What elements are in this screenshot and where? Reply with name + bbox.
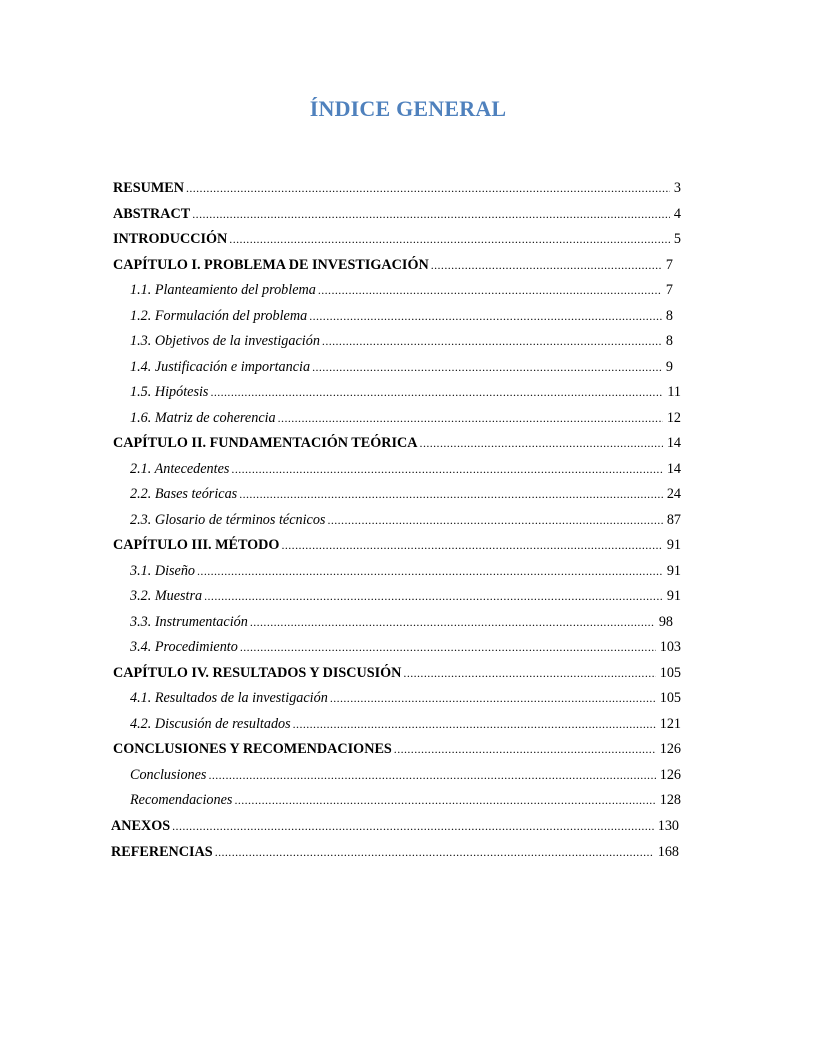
- dot-leader: [403, 661, 655, 685]
- dot-leader: [172, 814, 654, 838]
- toc-entry-capitulo-3[interactable]: [113, 533, 681, 557]
- toc-entry-page: 105: [659, 664, 681, 681]
- toc-entry-label: INTRODUCCIÓN: [113, 231, 228, 247]
- toc-entry-page: 87: [666, 511, 681, 528]
- toc-entry-label: Recomendaciones: [130, 792, 233, 808]
- toc-entry-label: CAPÍTULO I. PROBLEMA DE INVESTIGACIÓN: [113, 256, 429, 273]
- toc-entry-abstract[interactable]: [113, 202, 681, 226]
- toc-entry-label: 2.3. Glosario de términos técnicos: [130, 511, 326, 528]
- dot-leader: [431, 253, 662, 277]
- toc-entry-page: 9: [665, 358, 673, 375]
- toc-entry-page: 126: [659, 766, 681, 783]
- toc-entry-label: 3.1. Diseño: [130, 562, 196, 579]
- toc-entry-label: CAPÍTULO II. FUNDAMENTACIÓN TEÓRICA: [113, 435, 418, 451]
- toc-entry-3-1[interactable]: [130, 559, 681, 583]
- toc-entry-label: 3.2. Muestra: [130, 588, 203, 604]
- toc-entry-page: 14: [666, 435, 681, 451]
- toc-entry-label: CONCLUSIONES Y RECOMENDACIONES: [113, 741, 392, 757]
- toc-entry-1-2[interactable]: [130, 304, 673, 328]
- toc-entry-page: 14: [666, 460, 681, 477]
- toc-entry-page: 24: [666, 486, 681, 502]
- toc-entry-4-2[interactable]: [130, 712, 681, 736]
- dot-leader: [215, 840, 654, 864]
- dot-leader: [250, 610, 655, 634]
- toc-entry-2-3[interactable]: [130, 508, 681, 532]
- toc-entry-label: ABSTRACT: [113, 205, 191, 222]
- toc-entry-page: 168: [657, 844, 679, 860]
- toc-entry-anexos[interactable]: [111, 814, 679, 838]
- dot-leader: [293, 712, 656, 736]
- dot-leader: [231, 457, 662, 481]
- dot-leader: [309, 304, 662, 328]
- toc-entry-page: 8: [665, 333, 673, 349]
- dot-leader: [278, 406, 663, 430]
- toc-entry-2-2[interactable]: [130, 482, 681, 506]
- toc-entry-label: 3.4. Procedimiento: [130, 639, 238, 655]
- toc-entry-1-1[interactable]: [130, 278, 673, 302]
- dot-leader: [330, 686, 656, 710]
- toc-entry-1-4[interactable]: [130, 355, 673, 379]
- toc-entry-label: CAPÍTULO IV. RESULTADOS Y DISCUSIÓN: [113, 664, 402, 681]
- toc-entry-page: 130: [657, 818, 679, 834]
- dot-leader: [197, 559, 663, 583]
- dot-leader: [204, 584, 663, 608]
- toc-entry-page: 4: [673, 205, 681, 222]
- toc-entry-referencias[interactable]: [111, 840, 679, 864]
- toc-entry-2-1[interactable]: [130, 457, 681, 481]
- toc-entry-page: 11: [667, 384, 681, 400]
- toc-entry-page: 3: [673, 180, 681, 196]
- toc-entry-page: 7: [665, 256, 673, 273]
- toc-entry-page: 12: [666, 409, 681, 426]
- toc-entry-1-5[interactable]: [130, 380, 681, 404]
- toc-entry-conclusiones-recomendaciones[interactable]: [113, 737, 681, 761]
- dot-leader: [234, 788, 655, 812]
- toc-entry-label: CAPÍTULO III. MÉTODO: [113, 537, 280, 553]
- toc-entry-label: 1.5. Hipótesis: [130, 384, 209, 400]
- toc-entry-page: 121: [659, 715, 681, 732]
- toc-entry-1-6[interactable]: [130, 406, 681, 430]
- dot-leader: [281, 533, 662, 557]
- toc-entry-page: 8: [665, 307, 673, 324]
- toc-entry-3-2[interactable]: [130, 584, 681, 608]
- toc-entry-label: 1.6. Matriz de coherencia: [130, 409, 276, 426]
- toc-entry-label: 1.4. Justificación e importancia: [130, 358, 311, 375]
- toc-entry-label: Conclusiones: [130, 766, 207, 783]
- dot-leader: [420, 431, 663, 455]
- toc-entry-label: 1.3. Objetivos de la investigación: [130, 333, 320, 349]
- toc-entry-page: 98: [658, 613, 673, 630]
- dot-leader: [318, 278, 662, 302]
- dot-leader: [186, 176, 670, 200]
- toc-entry-capitulo-2[interactable]: [113, 431, 681, 455]
- toc-entry-page: 103: [659, 639, 681, 655]
- dot-leader: [322, 329, 662, 353]
- dot-leader: [327, 508, 662, 532]
- toc-entry-label: 4.2. Discusión de resultados: [130, 715, 291, 732]
- toc-entry-page: 126: [659, 741, 681, 757]
- toc-entry-label: ANEXOS: [111, 818, 171, 834]
- toc-entry-1-3[interactable]: [130, 329, 673, 353]
- toc-entry-page: 128: [659, 792, 681, 808]
- toc-entry-capitulo-4[interactable]: [113, 661, 681, 685]
- toc-entry-page: 91: [666, 537, 681, 553]
- toc-entry-label: 3.3. Instrumentación: [130, 613, 248, 630]
- dot-leader: [229, 227, 670, 251]
- toc-entry-label: REFERENCIAS: [111, 844, 213, 860]
- toc-entry-introduccion[interactable]: [113, 227, 681, 251]
- toc-entry-label: 1.1. Planteamiento del problema: [130, 282, 316, 298]
- toc-entry-conclusiones[interactable]: [130, 763, 681, 787]
- toc-entry-label: RESUMEN: [113, 180, 184, 196]
- toc-entry-resumen[interactable]: [113, 176, 681, 200]
- toc-entry-label: 4.1. Resultados de la investigación: [130, 690, 328, 706]
- toc-entry-page: 91: [666, 562, 681, 579]
- dot-leader: [240, 635, 656, 659]
- dot-leader: [208, 763, 655, 787]
- toc-entry-3-3[interactable]: [130, 610, 673, 634]
- dot-leader: [312, 355, 662, 379]
- toc-entry-label: 2.2. Bases teóricas: [130, 486, 238, 502]
- toc-entry-recomendaciones[interactable]: [130, 788, 681, 812]
- toc-entry-page: 7: [665, 282, 673, 298]
- toc-entry-page: 5: [673, 231, 681, 247]
- toc-entry-3-4[interactable]: [130, 635, 681, 659]
- dot-leader: [394, 737, 656, 761]
- toc-entry-label: 1.2. Formulación del problema: [130, 307, 308, 324]
- toc-entry-page: 105: [659, 690, 681, 706]
- toc-entry-label: 2.1. Antecedentes: [130, 460, 230, 477]
- toc-entry-page: 91: [666, 588, 681, 604]
- toc-entry-4-1[interactable]: [130, 686, 681, 710]
- dot-leader: [239, 482, 663, 506]
- page-title: ÍNDICE GENERAL: [309, 96, 507, 121]
- dot-leader: [210, 380, 663, 404]
- dot-leader: [192, 202, 670, 226]
- toc-entry-capitulo-1[interactable]: [113, 253, 673, 277]
